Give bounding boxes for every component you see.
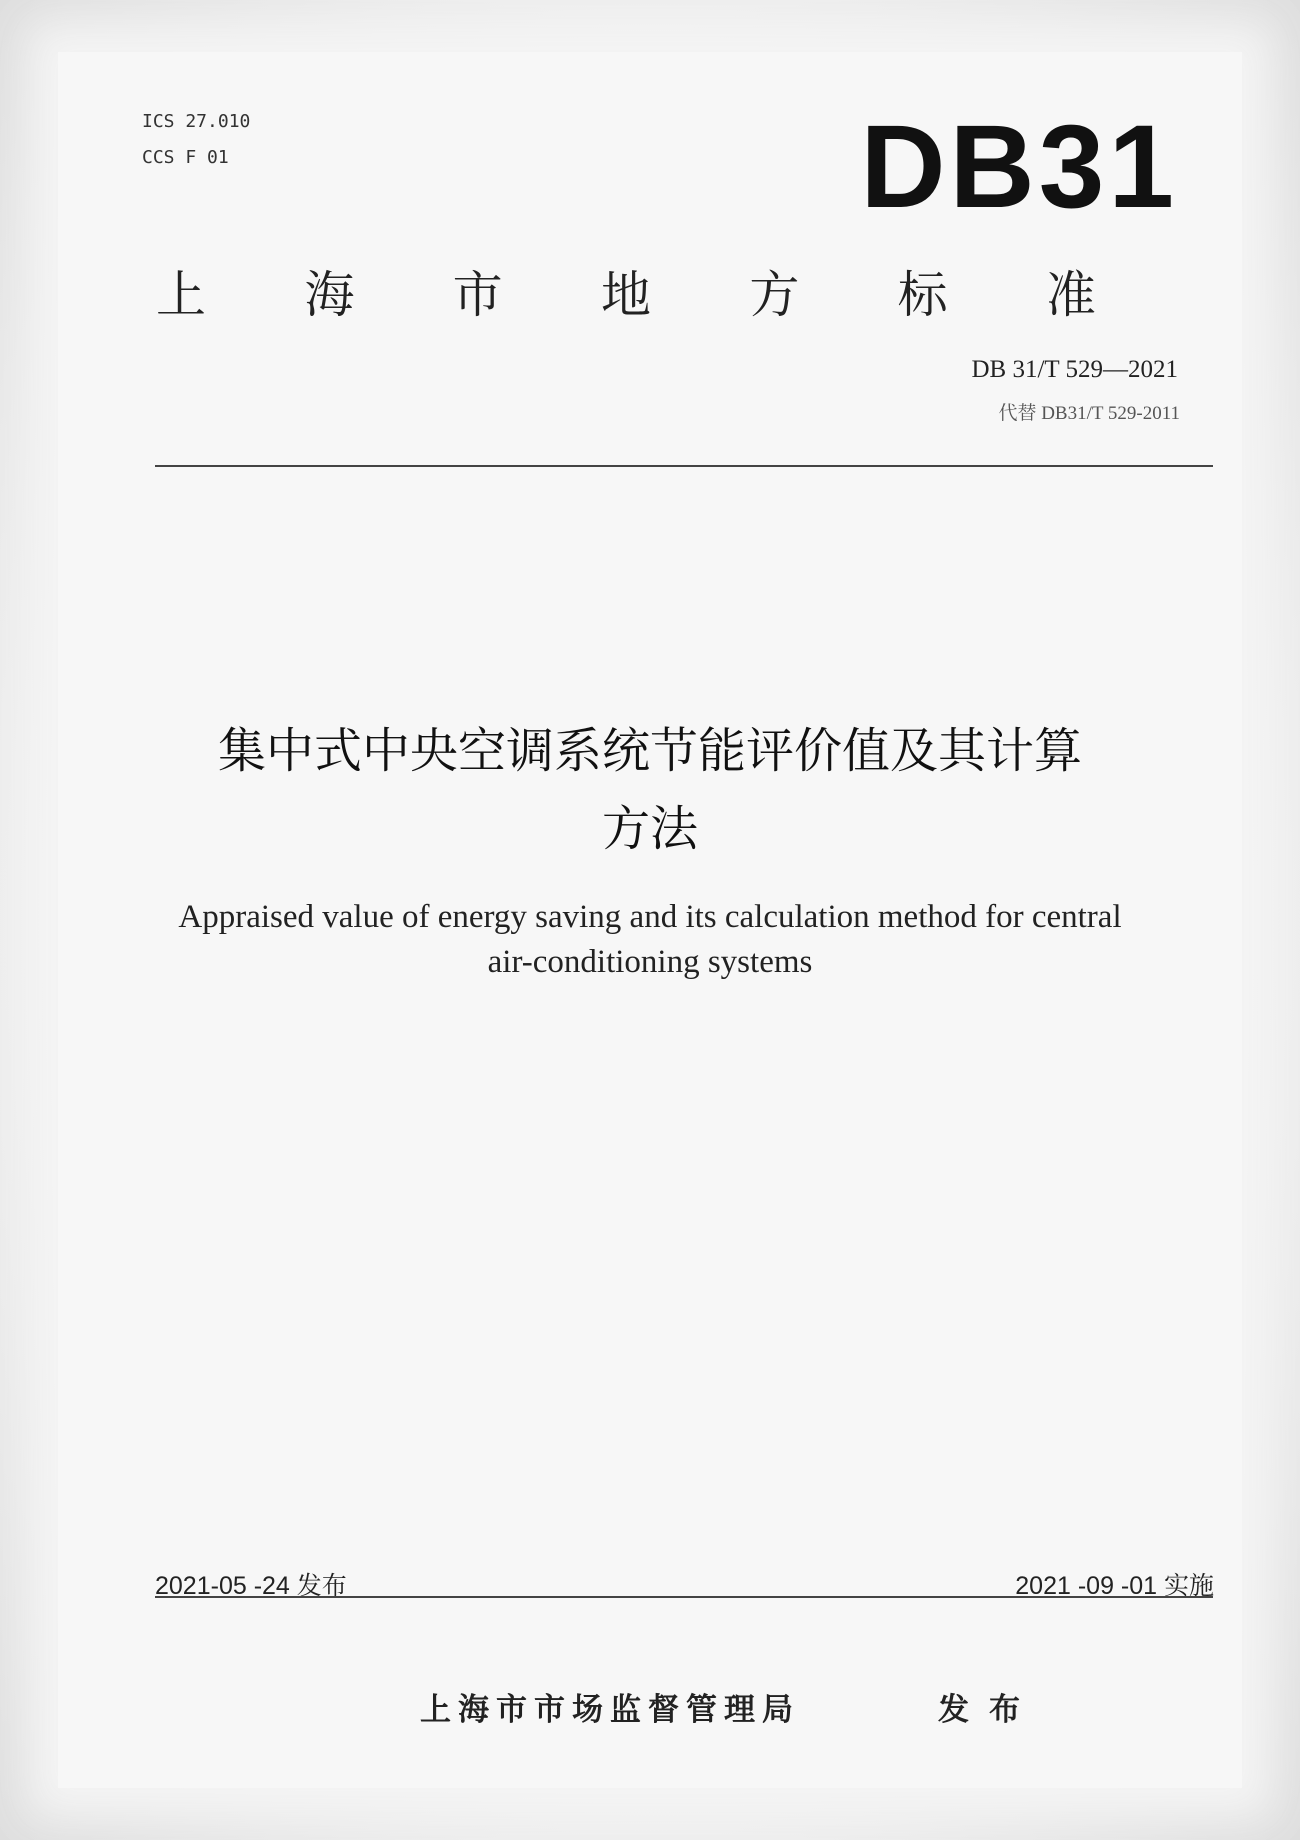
standard-type-char: 市 — [452, 266, 503, 324]
ics-code: ICS 27.010 — [142, 111, 251, 132]
standard-type-char: 地 — [600, 266, 651, 324]
english-title-line: Appraised value of energy saving and its calculation method for central — [178, 899, 1122, 935]
issuing-authority: 上海市市场监督管理局 — [420, 1692, 800, 1728]
chinese-title — [100, 712, 1200, 868]
english-title — [100, 895, 1200, 985]
replaces-standard: 代替 DB31/T 529-2011 — [998, 403, 1180, 424]
header-divider — [155, 465, 1213, 467]
issue-date: 2021-05 -24 发布 — [155, 1572, 347, 1600]
ccs-code: CCS F 01 — [142, 147, 229, 168]
standard-type-char: 海 — [304, 266, 355, 324]
classification-codes — [142, 104, 250, 176]
effective-date: 2021 -09 -01 实施 — [1015, 1572, 1214, 1600]
standard-logo: DB31 — [860, 101, 1178, 233]
standard-type-char: 准 — [1045, 266, 1096, 324]
english-title-line: air-conditioning systems — [487, 944, 813, 980]
standard-number: DB 31/T 529—2021 — [971, 356, 1178, 383]
standard-type-char: 方 — [749, 266, 800, 324]
chinese-title-line: 集中式中央空调系统节能评价值及其计算 — [217, 723, 1082, 779]
standard-type-char: 上 — [156, 266, 206, 324]
chinese-title-line: 方法 — [601, 801, 698, 857]
issued-label: 发布 — [938, 1692, 1040, 1728]
standard-type-char: 标 — [897, 266, 948, 324]
footer-divider — [155, 1596, 1213, 1598]
standard-type-heading — [156, 255, 1096, 327]
